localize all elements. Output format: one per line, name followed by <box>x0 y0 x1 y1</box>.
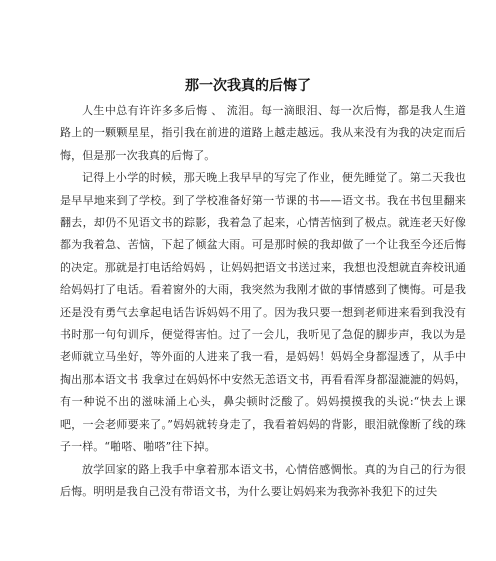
paragraph: 人生中总有许许多多后悔 、 流泪。每一滴眼泪、每一次后悔，都是我人生道路上的一颗颗星星，指引我在前进的道路上越走越远。我从来没有为我的决定而后悔，但是那一次我真的后悔了。 <box>60 104 466 162</box>
paragraph: 放学回家的路上我手中拿着那本语文书，心情倍感惆怅。真的为自己的行为很后悔。明明是我自己没有带语文书，为什么要让妈妈来为我弥补我犯下的过失 <box>60 462 466 498</box>
document-title: 那一次我真的后悔了 <box>185 78 311 94</box>
paragraph: 记得上小学的时候，那天晚上我早早的写完了作业，便先睡觉了。第二天我也是早早地来到了学校。到了学校准备好第一节课的书——语文书。我在书包里翻来翻去，却仍不见语文书的踪影，我着急了起来，心情苦恼到了极点。就连老天好像都为我着急、苦恼，下起了倾盆大雨。可是那时候的我却做了一个让我至今还后悔的决定。那就是打电话给妈妈 ，让妈妈把语文书送过来，我想也没想就直奔校讯通给妈妈打了电话。看着窗外的大雨，我突然为我刚才做的事情感到了懊悔。可是我还是没有勇气去拿起电话告诉妈妈不用了。因为我只要一想到老师进来看到我没有书时那一句句训斥，便觉得害怕。过了一会儿，我听见了急促的脚步声，我以为是老师就立马坐好，等外面的人进来了我一看，是妈妈！妈妈全身都湿透了，从手中掏出那本语文书 我拿过在妈妈怀中安然无恙语文书，再看看浑身都湿漉漉的妈妈，有一种说不出的滋味涌上心头，鼻尖顿时泛酸了。妈妈摸摸我的头说:“快去上课吧，一会老师要来了。”妈妈就转身走了，我看着妈妈的背影，眼泪就像断了线的珠子一样。“啪嗒、啪嗒”往下掉。 <box>60 171 466 454</box>
